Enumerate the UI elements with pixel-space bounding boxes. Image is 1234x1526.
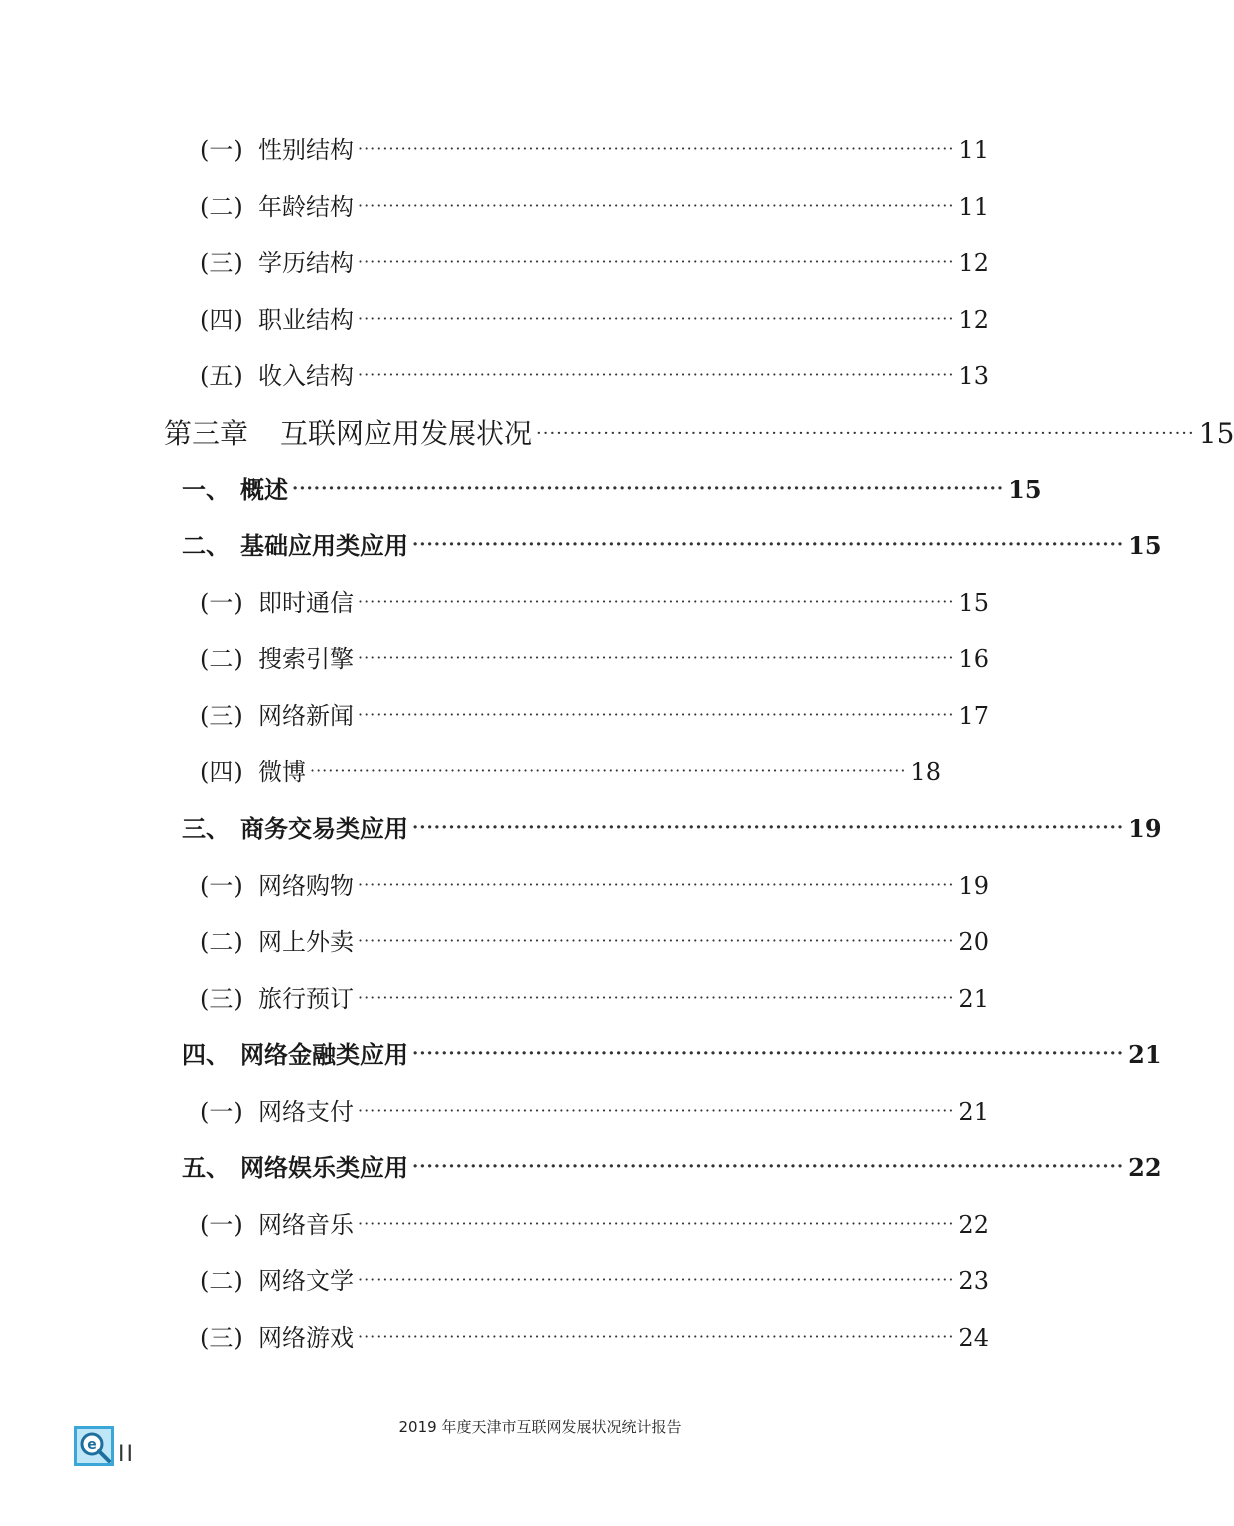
toc-entry-title: 网络支付	[258, 1098, 354, 1126]
toc-section-entry[interactable]	[182, 809, 1162, 849]
toc-entry-number: (一)	[200, 589, 243, 617]
toc-section-title: 概述	[240, 475, 288, 504]
toc-section-number: 四、	[182, 1040, 230, 1069]
toc-section-number: 二、	[182, 531, 230, 560]
toc-dot-leader: ··································································································	[412, 1156, 1125, 1177]
toc-entry-number: (一)	[200, 1211, 243, 1239]
toc-entry-number: (一)	[200, 1098, 243, 1126]
toc-entry[interactable]	[200, 696, 989, 736]
toc-dot-leader: ··································································································	[358, 252, 955, 271]
toc-entry-page: 22	[958, 1211, 989, 1239]
toc-entry-page: 24	[958, 1324, 989, 1352]
toc-entry-page: 15	[958, 589, 989, 617]
toc-entry[interactable]	[200, 639, 989, 679]
toc-entry-title: 网络文学	[258, 1267, 354, 1295]
toc-section-title: 网络金融类应用	[240, 1040, 408, 1069]
toc-entry-number: (二)	[200, 1267, 243, 1295]
toc-chapter-page: 15	[1198, 417, 1234, 450]
toc-dot-leader: ··································································································	[358, 365, 955, 384]
toc-entry-number: (三)	[200, 249, 243, 277]
toc-chapter-entry[interactable]	[164, 412, 1234, 452]
toc-section-page: 19	[1128, 814, 1162, 843]
toc-entry[interactable]	[200, 187, 989, 227]
toc-section-entry[interactable]	[182, 1148, 1162, 1188]
footer-report-title: 2019 年度天津市互联网发展状况统计报告	[398, 1418, 682, 1436]
toc-dot-leader: ··································································································	[412, 1043, 1125, 1064]
toc-entry-number: (二)	[200, 193, 243, 221]
toc-dot-leader: ··································································································	[358, 1270, 955, 1289]
toc-entry-number: (四)	[200, 758, 243, 786]
toc-entry-title: 学历结构	[258, 249, 354, 277]
toc-dot-leader: ··································································································	[358, 1327, 955, 1346]
toc-dot-leader: ··································································································	[358, 1101, 955, 1120]
toc-dot-leader: ··································································································	[358, 648, 955, 667]
toc-entry-title: 搜索引擎	[258, 645, 354, 673]
toc-dot-leader: ··································································································	[358, 592, 955, 611]
toc-dot-leader: ··································································································	[358, 1214, 955, 1233]
toc-dot-leader: ··································································································	[358, 988, 955, 1007]
toc-entry-page: 18	[910, 758, 941, 786]
toc-entry[interactable]	[200, 922, 989, 962]
toc-entry[interactable]	[200, 1318, 989, 1358]
toc-dot-leader: ··································································································	[412, 817, 1125, 838]
toc-entry-page: 11	[958, 136, 989, 164]
toc-section-page: 15	[1128, 531, 1162, 560]
toc-entry-number: (二)	[200, 928, 243, 956]
toc-entry-page: 19	[958, 872, 989, 900]
toc-entry-number: (三)	[200, 702, 243, 730]
toc-entry-title: 旅行预订	[258, 985, 354, 1013]
toc-entry-title: 性别结构	[258, 136, 354, 164]
toc-dot-leader: ··································································································	[358, 139, 955, 158]
toc-entry[interactable]	[200, 1205, 989, 1245]
toc-section-page: 22	[1128, 1153, 1162, 1182]
toc-entry-number: (一)	[200, 872, 243, 900]
toc-entry-page: 20	[958, 928, 989, 956]
toc-entry-title: 网络购物	[258, 872, 354, 900]
toc-dot-leader: ··································································································	[536, 423, 1195, 444]
toc-entry-title: 即时通信	[258, 589, 354, 617]
toc-dot-leader: ··································································································	[358, 705, 955, 724]
toc-entry-title: 网络音乐	[258, 1211, 354, 1239]
toc-chapter-title: 互联网应用发展状况	[280, 417, 533, 450]
toc-dot-leader: ··································································································	[310, 761, 907, 780]
toc-entry[interactable]	[200, 243, 989, 283]
toc-entry[interactable]	[200, 1261, 989, 1301]
toc-chapter-number: 第三章	[164, 417, 249, 450]
toc-entry-number: (五)	[200, 362, 243, 390]
toc-dot-leader: ··································································································	[358, 931, 955, 950]
toc-section-page: 21	[1128, 1040, 1162, 1069]
toc-dot-leader: ··································································································	[358, 196, 955, 215]
toc-entry-page: 21	[958, 985, 989, 1013]
toc-entry-title: 职业结构	[258, 306, 354, 334]
toc-section-entry[interactable]	[182, 526, 1162, 566]
toc-entry-title: 年龄结构	[258, 193, 354, 221]
toc-section-title: 商务交易类应用	[240, 814, 408, 843]
toc-entry-title: 微博	[258, 758, 306, 786]
toc-entry-number: (四)	[200, 306, 243, 334]
toc-entry-number: (三)	[200, 1324, 243, 1352]
toc-dot-leader: ··································································································	[358, 875, 955, 894]
toc-entry[interactable]	[200, 1092, 989, 1132]
toc-section-entry[interactable]	[182, 470, 1042, 510]
toc-entry[interactable]	[200, 300, 989, 340]
toc-entry-title: 网络新闻	[258, 702, 354, 730]
svg-text:e: e	[87, 1437, 97, 1453]
toc-entry-page: 12	[958, 249, 989, 277]
toc-section-number: 五、	[182, 1153, 230, 1182]
toc-section-page: 15	[1008, 475, 1042, 504]
toc-entry-title: 网络游戏	[258, 1324, 354, 1352]
toc-entry-page: 11	[958, 193, 989, 221]
toc-entry-number: (二)	[200, 645, 243, 673]
toc-section-entry[interactable]	[182, 1035, 1162, 1075]
toc-entry[interactable]	[200, 979, 989, 1019]
toc-entry-title: 网上外卖	[258, 928, 354, 956]
toc-dot-leader: ··································································································	[412, 534, 1125, 555]
toc-dot-leader: ··································································································	[358, 309, 955, 328]
toc-entry-page: 21	[958, 1098, 989, 1126]
toc-entry-page: 16	[958, 645, 989, 673]
toc-section-title: 基础应用类应用	[240, 531, 408, 560]
toc-section-number: 一、	[182, 475, 230, 504]
toc-entry-number: (一)	[200, 136, 243, 164]
toc-entry-page: 12	[958, 306, 989, 334]
toc-entry-title: 收入结构	[258, 362, 354, 390]
footer-page-number: II	[118, 1442, 135, 1467]
toc-entry-page: 17	[958, 702, 989, 730]
toc-entry[interactable]	[200, 356, 989, 396]
toc-dot-leader: ··································································································	[292, 478, 1005, 499]
toc-entry-number: (三)	[200, 985, 243, 1013]
toc-section-number: 三、	[182, 814, 230, 843]
toc-entry-page: 23	[958, 1267, 989, 1295]
toc-entry[interactable]	[200, 130, 989, 170]
toc-entry[interactable]	[200, 866, 989, 906]
toc-section-title: 网络娱乐类应用	[240, 1153, 408, 1182]
toc-entry-page: 13	[958, 362, 989, 390]
toc-entry[interactable]	[200, 583, 989, 623]
magnifier-e-logo-icon	[74, 1426, 114, 1466]
toc-entry[interactable]	[200, 752, 941, 792]
